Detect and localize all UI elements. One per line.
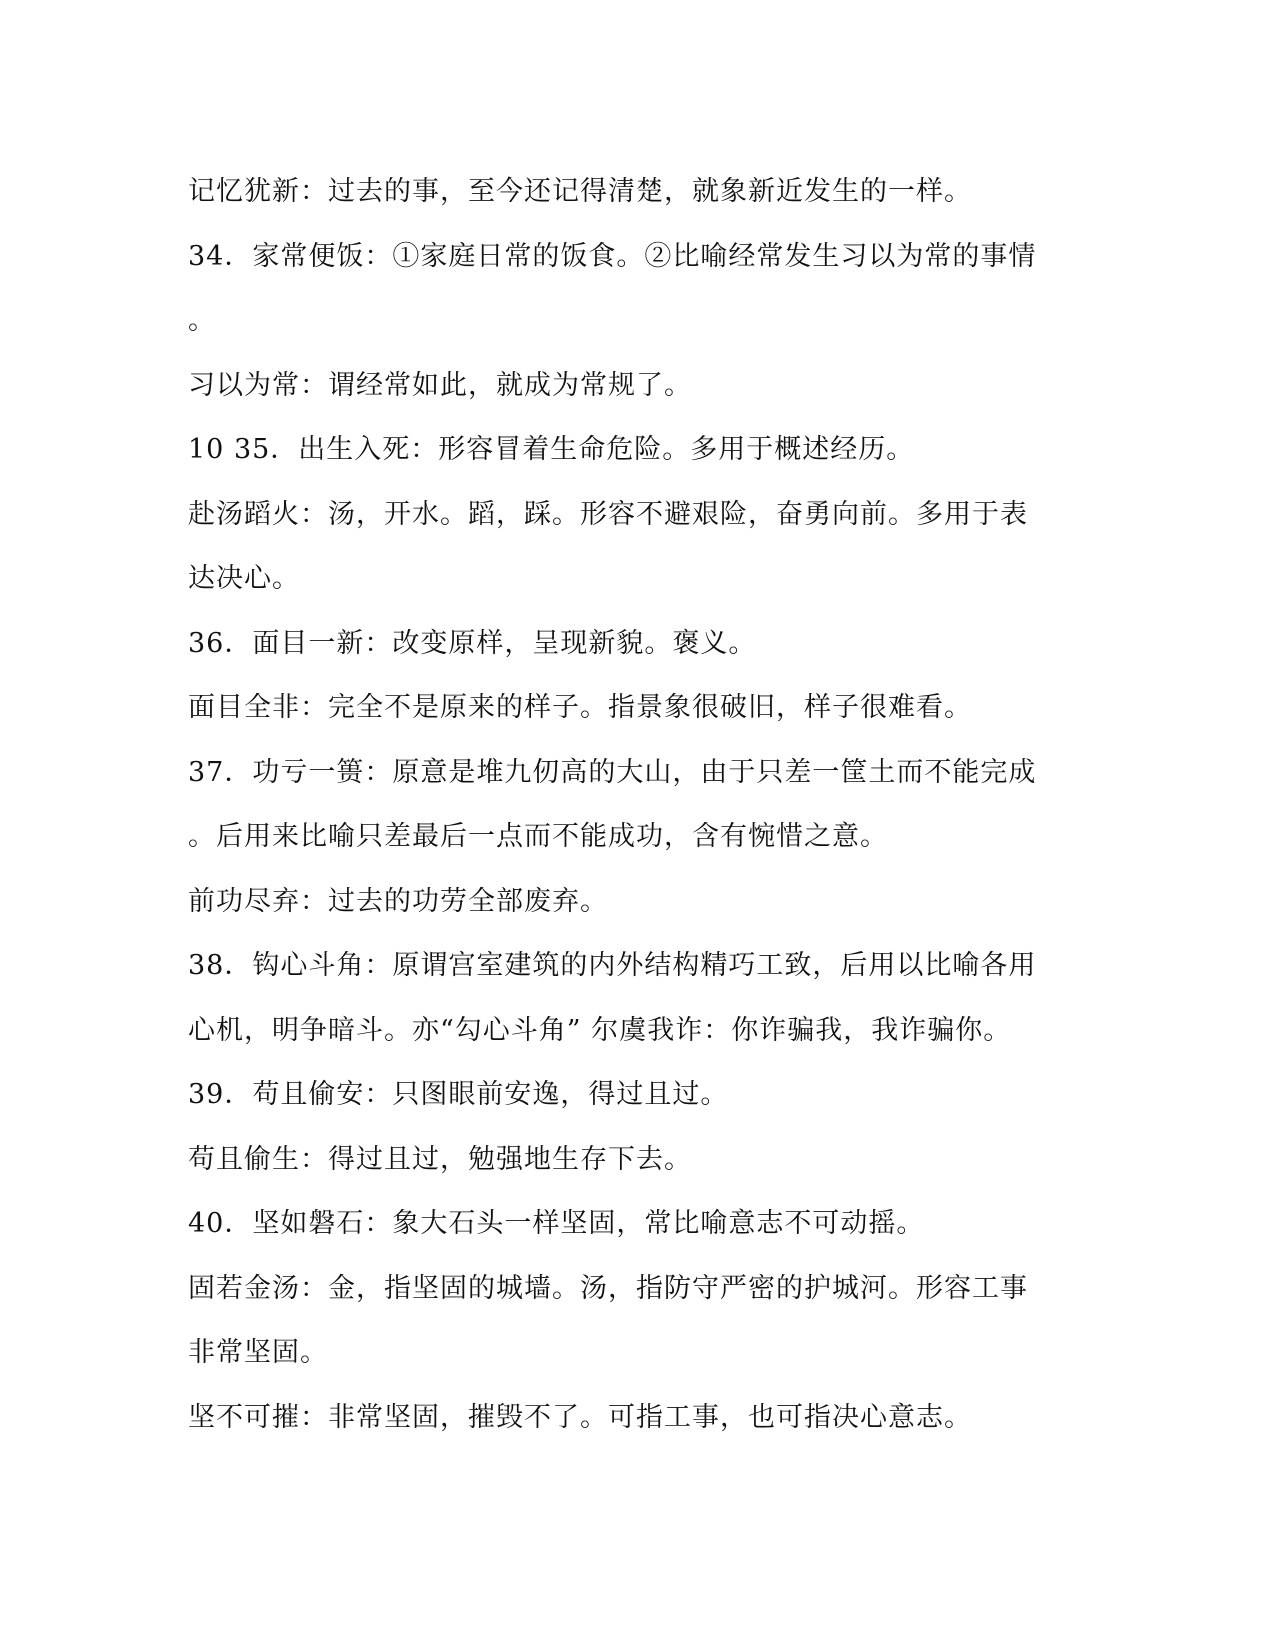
text-line: 苟且偷生：得过且过，勉强地生存下去。 [188,1143,692,1175]
text-line: 。 [188,305,216,336]
text-line: 固若金汤：金，指坚固的城墙。汤，指防守严密的护城河。形容工事 [188,1272,1028,1304]
text-line: 10 35．出生入死：形容冒着生命危险。多用于概述经历。 [188,434,915,465]
text-line: 心机，明争暗斗。亦“勾心斗角” 尔虞我诈：你诈骗我，我诈骗你。 [188,1014,1012,1046]
text-line: 40．坚如磐石：象大石头一样坚固，常比喻意志不可动摇。 [188,1208,925,1239]
text-line: 习以为常：谓经常如此，就成为常规了。 [188,369,692,401]
text-line: 赴汤蹈火：汤，开水。蹈，踩。形容不避艰险，奋勇向前。多用于表 [188,498,1028,530]
text-line: 。后用来比喻只差最后一点而不能成功，含有惋惜之意。 [188,821,888,852]
text-line: 达决心。 [188,563,300,594]
text-line: 38．钩心斗角：原谓宫室建筑的内外结构精巧工致，后用以比喻各用 [188,950,1037,981]
text-line: 37．功亏一篑：原意是堆九仞高的大山，由于只差一筐土而不能完成 [188,756,1037,788]
text-line: 非常坚固。 [188,1337,328,1368]
text-line: 34．家常便饭：①家庭日常的饭食。②比喻经常发生习以为常的事情 [188,240,1037,272]
text-line: 面目全非：完全不是原来的样子。指景象很破旧，样子很难看。 [188,692,972,723]
document-body [188,160,1088,1450]
text-line: 坚不可摧：非常坚固，摧毁不了。可指工事，也可指决心意志。 [188,1401,972,1433]
text-line: 记忆犹新：过去的事，至今还记得清楚，就象新近发生的一样。 [188,176,972,207]
text-line: 39．苟且偷安：只图眼前安逸，得过且过。 [188,1079,729,1110]
text-line: 36．面目一新：改变原样，呈现新貌。褒义。 [188,627,757,659]
text-line: 前功尽弃：过去的功劳全部废弃。 [188,885,608,917]
